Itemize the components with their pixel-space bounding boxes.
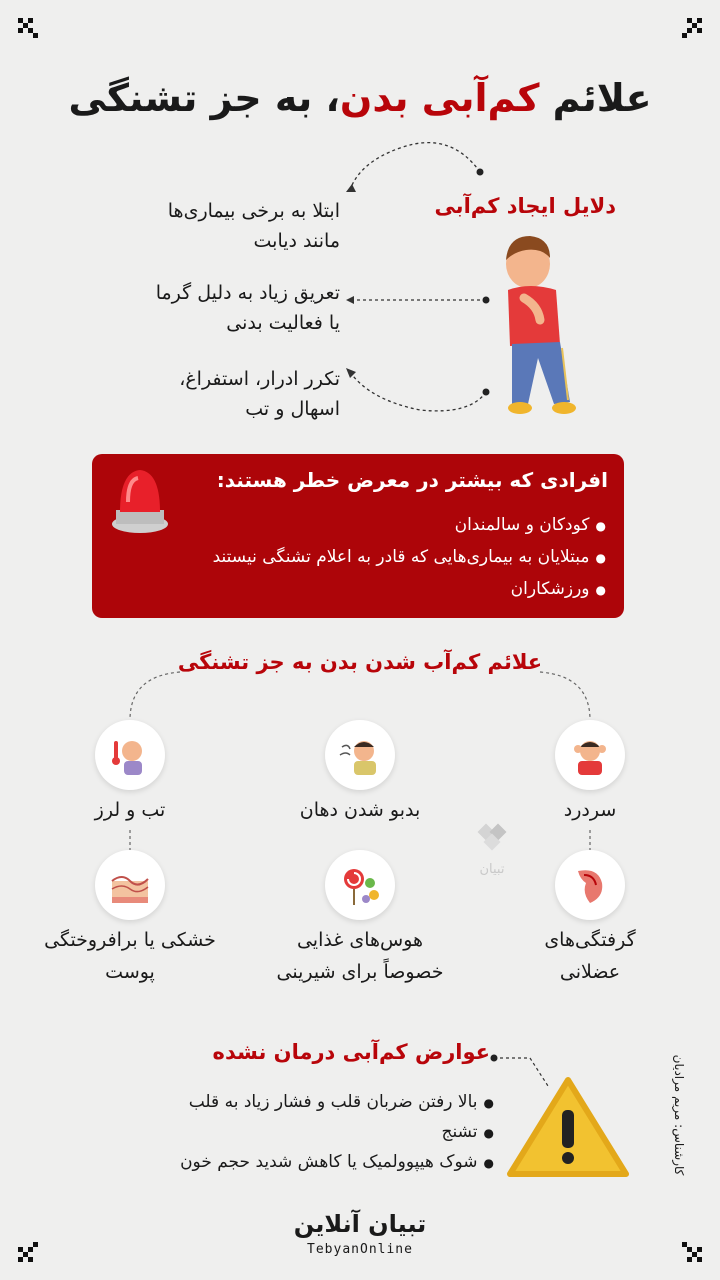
bad-breath-icon (325, 720, 395, 790)
list-item: ● بالا رفتن ضربان قلب و فشار زیاد به قلب (180, 1088, 494, 1118)
list-item: ● ورزشکاران (213, 574, 606, 606)
page-title: علائم کم‌آبی بدن، به جز تشنگی (68, 76, 652, 120)
cause-line: ابتلا به برخی بیماری‌ها (167, 200, 340, 222)
sweets-icon (325, 850, 395, 920)
muscle-cramp-icon (555, 850, 625, 920)
corner-ornament (18, 1236, 44, 1262)
symptom-label: گرفتگی‌های عضلانی (544, 929, 636, 983)
fever-icon (95, 720, 165, 790)
symptoms-heading: علائم کم‌آب شدن بدن به جز تشنگی (177, 650, 543, 674)
sick-boy-illustration (490, 224, 590, 420)
warning-icon (490, 1052, 640, 1182)
watermark-text: تبیان (479, 862, 505, 877)
cause-line: مانند دیابت (253, 230, 340, 252)
brand-logo-en: TebyanOnline (307, 1242, 413, 1257)
cause-item (70, 364, 340, 424)
symptom-label: تب و لرز (94, 799, 166, 821)
list-item: ● مبتلایان به بیماری‌هایی که قادر به اعلام تشنگی نیستند (213, 542, 606, 574)
cause-item (70, 196, 340, 256)
cause-line: تکرر ادرار، استفراغ، (179, 368, 340, 390)
list-item: ● کودکان و سالمندان (213, 510, 606, 542)
cause-line: تعریق زیاد به دلیل گرما (155, 282, 340, 304)
risk-heading: افرادی که بیشتر در معرض خطر هستند: (216, 468, 608, 492)
risk-list (213, 510, 606, 606)
expert-credit: کارشناس: مریم مرادیان (672, 1054, 686, 1176)
causes-heading: دلایل ایجاد کم‌آبی (434, 194, 616, 218)
symptom-label: بدبو شدن دهان (299, 799, 421, 821)
cause-item (70, 278, 340, 338)
headache-icon (555, 720, 625, 790)
corner-ornament (676, 1236, 702, 1262)
skin-icon (95, 850, 165, 920)
brand-logo-fa: تبیان آنلاین (293, 1210, 427, 1238)
symptom-label: سردرد (563, 799, 617, 821)
complications-list (180, 1088, 494, 1178)
cause-line: اسهال و تب (245, 398, 340, 420)
watermark-logo (468, 822, 518, 862)
complications-heading: عوارض کم‌آبی درمان نشده (212, 1040, 490, 1064)
symptom-label: خشکی یا برافروختگی پوست (44, 929, 216, 983)
alarm-siren-icon (104, 458, 176, 538)
list-item: ● شوک هیپوولمیک یا کاهش شدید حجم خون (180, 1148, 494, 1178)
symptom-label: هوس‌های غذایی خصوصاً برای شیرینی (276, 929, 444, 983)
list-item: ● تشنج (180, 1118, 494, 1148)
cause-line: یا فعالیت بدنی (226, 312, 340, 334)
